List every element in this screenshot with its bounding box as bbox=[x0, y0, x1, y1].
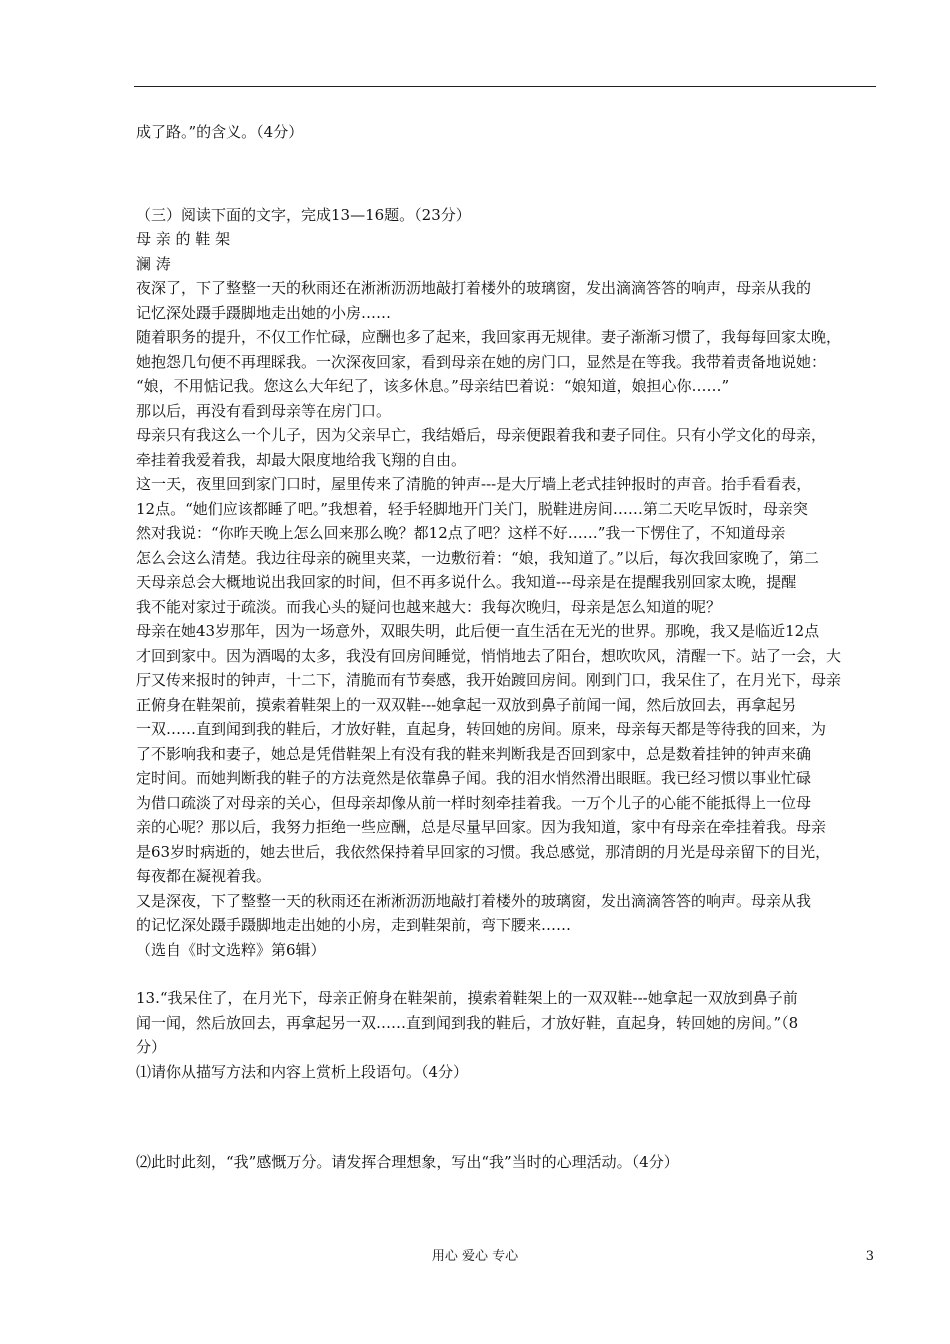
page-number: 3 bbox=[865, 1249, 874, 1264]
body-line: 的记忆深处蹑手蹑脚地走出她的小房，走到鞋架前，弯下腰来…… bbox=[136, 916, 572, 934]
body-line: 亲的心呢？那以后，我努力拒绝一些应酬，总是尽量早回家。因为我知道，家中有母亲在牵挂着我。母亲 bbox=[136, 818, 827, 836]
page-content bbox=[136, 120, 880, 1175]
body-line: 才回到家中。因为酒喝的太多，我没有回房间睡觉，悄悄地去了阳台，想吹吹风，清醒一下。站了一会，大 bbox=[136, 646, 842, 665]
body-line: 母亲只有我这么一个儿子，因为父亲早亡，我结婚后，母亲便跟着我和妻子同住。只有小学文化的母亲， bbox=[136, 426, 827, 444]
section-heading: （三）阅读下面的文字，完成13—16题。（23分） bbox=[136, 205, 471, 224]
question-13 bbox=[136, 986, 880, 1175]
article-author: 澜 涛 bbox=[136, 254, 171, 273]
body-line: 怎么会这么清楚。我边往母亲的碗里夹菜，一边敷衍着：“娘，我知道了。”以后，每次我回家晚了，第二 bbox=[136, 548, 819, 567]
body-line: 是63岁时病逝的，她去世后，我依然保持着早回家的习惯。我总感觉，那清朗的月光是母亲留下的目光， bbox=[136, 842, 831, 861]
body-line: 随着职务的提升，不仅工作忙碌，应酬也多了起来，我回家再无规律。妻子渐渐习惯了，我每每回家太晚， bbox=[136, 328, 842, 346]
body-line: 厅又传来报时的钟声，十二下，清脆而有节奏感，我开始踱回房间。刚到门口，我呆住了，在月光下，母亲 bbox=[136, 671, 842, 689]
body-line: 这一天，夜里回到家门口时，屋里传来了清脆的钟声---是大厅墙上老式挂钟报时的声音。抬手看看表， bbox=[136, 475, 812, 493]
question-line: 13.“我呆住了，在月光下，母亲正俯身在鞋架前，摸索着鞋架上的一双双鞋---她拿起一双放到鼻子前 bbox=[136, 989, 798, 1007]
answer-space bbox=[136, 1084, 880, 1150]
body-line: 我不能对家过于疏淡。而我心头的疑问也越来越大：我每次晚归，母亲是怎么知道的呢？ bbox=[136, 597, 722, 616]
body-line: “娘，不用惦记我。您这么大年纪了，该多休息。”母亲结巴着说：“娘知道，娘担心你……” bbox=[136, 377, 730, 395]
body-line: 一双……直到闻到我的鞋后，才放好鞋，直起身，转回她的房间。原来，母亲每天都是等待我的回来，为 bbox=[136, 720, 827, 738]
body-line: 了不影响我和妻子，她总是凭借鞋架上有没有我的鞋来判断我是否回到家中，总是数着挂钟的钟声来确 bbox=[136, 744, 812, 763]
footer-motto: 用心 爱心 专心 bbox=[431, 1249, 519, 1264]
source-citation: （选自《时文选粹》第6辑） bbox=[136, 940, 326, 959]
body-line: 12点。“她们应该都睡了吧。”我想着，轻手轻脚地开门关门，脱鞋进房间……第二天吃早饭时，母亲突 bbox=[136, 499, 808, 518]
body-line: 她抱怨几句便不再理睬我。一次深夜回家，看到母亲在她的房门口，显然是在等我。我带着责备地说她： bbox=[136, 352, 827, 371]
body-line: 那以后，再没有看到母亲等在房门口。 bbox=[136, 401, 392, 420]
question-line: 闻一闻，然后放回去，再拿起另一双……直到闻到我的鞋后，才放好鞋，直起身，转回她的房间。”（8 bbox=[136, 1013, 799, 1032]
body-line: 母亲在她43岁那年，因为一场意外，双眼失明，此后便一直生活在无光的世界。那晚，我又是临近12点 bbox=[136, 622, 820, 640]
body-line: 记忆深处蹑手蹑脚地走出她的小房…… bbox=[136, 303, 392, 322]
body-line: 牵挂着我爱着我，却最大限度地给我飞翔的自由。 bbox=[136, 450, 467, 469]
top-fragment: 成了路。”的含义。（4分） bbox=[136, 123, 304, 141]
body-line: 夜深了，下了整整一天的秋雨还在淅淅沥沥地敲打着楼外的玻璃窗，发出滴滴答答的响声，母亲从我的 bbox=[136, 279, 812, 297]
body-line: 每夜都在凝视着我。 bbox=[136, 867, 272, 885]
article-title: 母 亲 的 鞋 架 bbox=[136, 230, 231, 248]
body-line: 又是深夜，下了整整一天的秋雨还在淅淅沥沥地敲打着楼外的玻璃窗，发出滴滴答答的响声。母亲从我 bbox=[136, 891, 812, 910]
sub-question-1: ⑴请你从描写方法和内容上赏析上段语句。（4分） bbox=[136, 1062, 469, 1081]
question-line: 分） bbox=[136, 1038, 167, 1056]
body-line: 定时间。而她判断我的鞋子的方法竟然是依靠鼻子闻。我的泪水悄然滑出眼眶。我已经习惯以事业忙碌 bbox=[136, 769, 812, 787]
body-line: 然对我说：“你昨天晚上怎么回来那么晚？都12点了吧？这样不好……”我一下愣住了，不知道母亲 bbox=[136, 524, 786, 542]
body-line: 正俯身在鞋架前，摸索着鞋架上的一双双鞋---她拿起一双放到鼻子前闻一闻，然后放回去，再拿起另 bbox=[136, 695, 797, 714]
body-line: 为借口疏淡了对母亲的关心，但母亲却像从前一样时刻牵挂着我。一万个儿子的心能不能抵得上一位母 bbox=[136, 793, 812, 812]
article-body bbox=[136, 276, 880, 962]
sub-question-2: ⑵此时此刻，“我”感慨万分。请发挥合理想象，写出“我”当时的心理活动。（4分） bbox=[136, 1153, 679, 1171]
body-line: 天母亲总会大概地说出我回家的时间，但不再多说什么。我知道---母亲是在提醒我别回家太晚，提醒 bbox=[136, 573, 797, 591]
header-rule bbox=[134, 86, 876, 87]
